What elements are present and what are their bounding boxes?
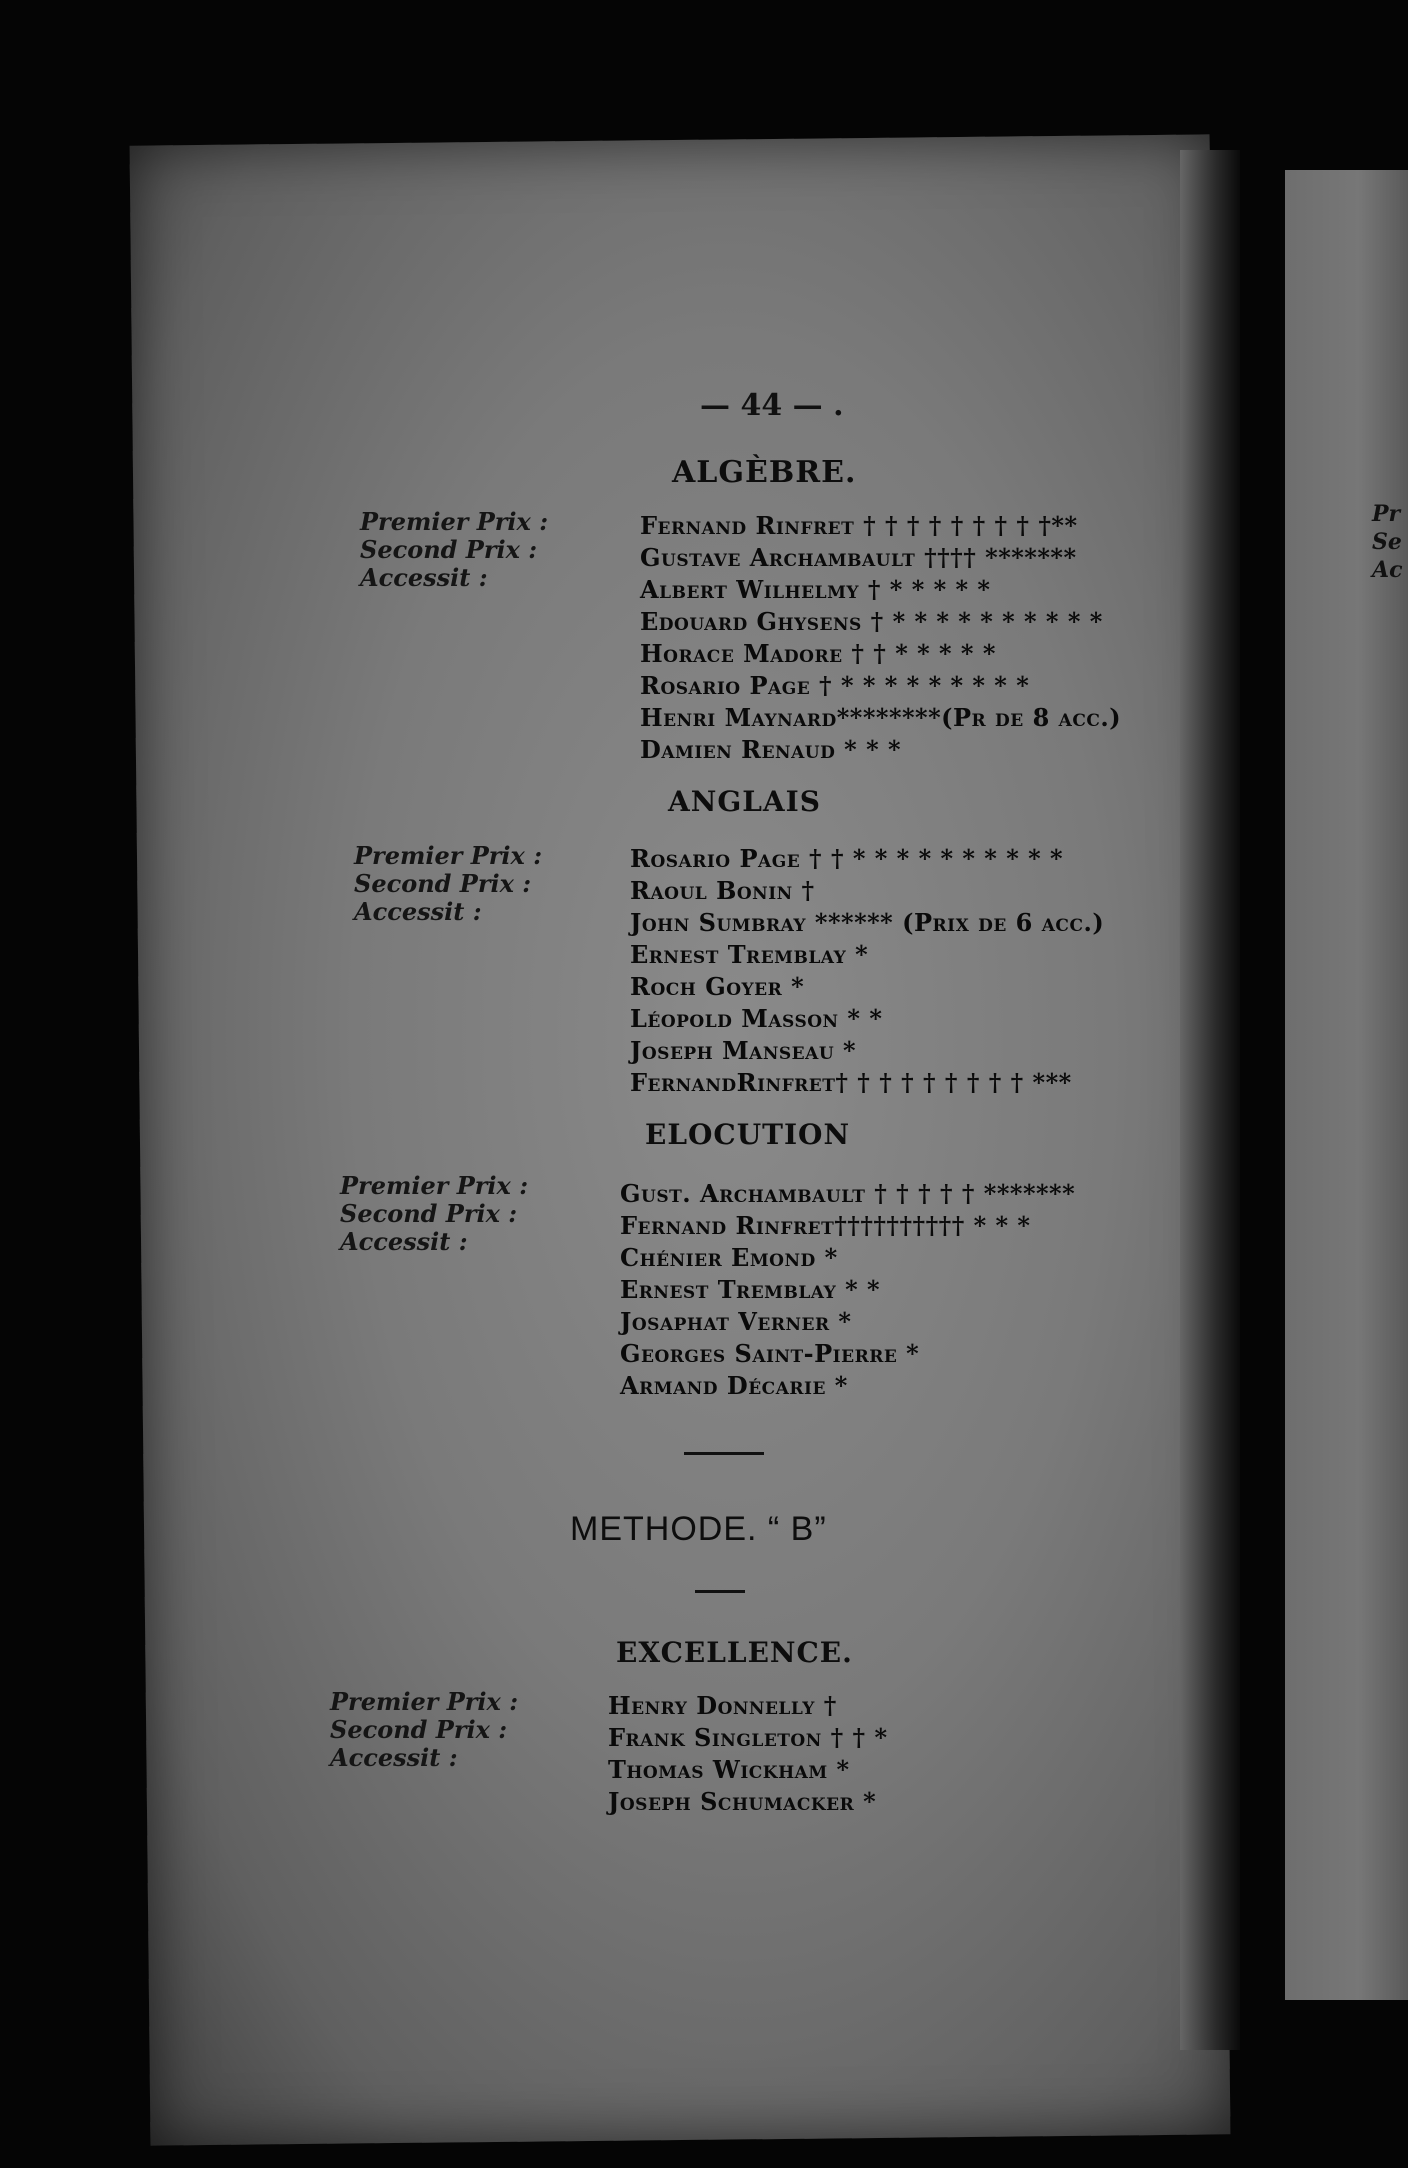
page-number: — 44 — . xyxy=(700,388,844,423)
labels-anglais xyxy=(354,842,542,926)
section-title-anglais: ANGLAIS xyxy=(668,785,821,818)
list-item: Fernand Rinfret†††††††††† * * * xyxy=(620,1211,1031,1240)
list-item: Josaphat Verner * xyxy=(620,1307,852,1336)
label-accessit: Accessit : xyxy=(330,1743,458,1772)
list-item: Henri Maynard********(Pr de 8 acc.) xyxy=(640,703,1122,732)
list-item: Albert Wilhelmy † * * * * * xyxy=(640,575,991,604)
list-item: Georges Saint-Pierre * xyxy=(620,1339,920,1368)
names-anglais xyxy=(630,843,1104,1099)
label-second-prix: Second Prix : xyxy=(330,1715,508,1744)
section-title-elocution: ELOCUTION xyxy=(645,1118,851,1151)
list-item: Edouard Ghysens † * * * * * * * * * * xyxy=(640,607,1103,636)
book-spine xyxy=(1180,150,1240,2050)
label-second-prix: Second Prix : xyxy=(360,535,538,564)
list-item: Henry Donnelly † xyxy=(608,1691,837,1720)
label-accessit: Accessit : xyxy=(354,897,482,926)
list-item: Gust. Archambault † † † † † ******* xyxy=(620,1179,1076,1208)
labels-excellence xyxy=(330,1688,518,1772)
list-item: Ernest Tremblay * xyxy=(630,940,869,969)
list-item: Thomas Wickham * xyxy=(608,1755,850,1784)
list-item: Joseph Manseau * xyxy=(630,1036,857,1065)
divider xyxy=(695,1590,745,1593)
list-item: Chénier Emond * xyxy=(620,1243,838,1272)
list-item: Ernest Tremblay * * xyxy=(620,1275,881,1304)
label-premier-prix: Premier Prix : xyxy=(340,1171,529,1200)
methode-b-title: METHODE. “ B” xyxy=(570,1510,827,1548)
divider xyxy=(684,1452,764,1455)
list-item: Roch Goyer * xyxy=(630,972,805,1001)
label-premier-prix: Premier Prix : xyxy=(360,507,549,536)
list-item: Raoul Bonin † xyxy=(630,876,815,905)
names-excellence xyxy=(608,1690,888,1818)
names-algebre xyxy=(640,510,1121,766)
fragment-label: Pr xyxy=(1372,501,1401,527)
labels-algebre xyxy=(360,508,548,592)
label-accessit: Accessit : xyxy=(360,563,488,592)
list-item: Armand Décarie * xyxy=(620,1371,848,1400)
list-item: John Sumbray ****** (Prix de 6 acc.) xyxy=(630,908,1105,937)
list-item: Horace Madore † † * * * * * xyxy=(640,639,996,668)
list-item: Rosario Page † † * * * * * * * * * * xyxy=(630,844,1064,873)
list-item: Gustave Archambault †††† ******* xyxy=(640,543,1077,572)
label-premier-prix: Premier Prix : xyxy=(354,841,543,870)
section-title-algebre: ALGÈBRE. xyxy=(672,455,857,490)
label-accessit: Accessit : xyxy=(340,1227,468,1256)
label-second-prix: Second Prix : xyxy=(354,869,532,898)
section-title-excellence: EXCELLENCE. xyxy=(616,1636,853,1669)
label-second-prix: Second Prix : xyxy=(340,1199,518,1228)
fragment-label: Se xyxy=(1372,529,1402,555)
list-item: Léopold Masson * * xyxy=(630,1004,883,1033)
list-item: Rosario Page † * * * * * * * * * xyxy=(640,671,1030,700)
list-item: Damien Renaud * * * xyxy=(640,735,902,764)
list-item: FernandRinfret† † † † † † † † † *** xyxy=(630,1068,1072,1097)
names-elocution xyxy=(620,1178,1075,1402)
list-item: Frank Singleton † † * xyxy=(608,1723,888,1752)
fragment-label: Ac xyxy=(1372,557,1403,583)
next-page-fragment xyxy=(1372,500,1402,584)
list-item: Fernand Rinfret † † † † † † † † †** xyxy=(640,511,1078,540)
list-item: Joseph Schumacker * xyxy=(608,1787,877,1816)
next-page-edge xyxy=(1285,170,1408,2000)
label-premier-prix: Premier Prix : xyxy=(330,1687,519,1716)
labels-elocution xyxy=(340,1172,528,1256)
